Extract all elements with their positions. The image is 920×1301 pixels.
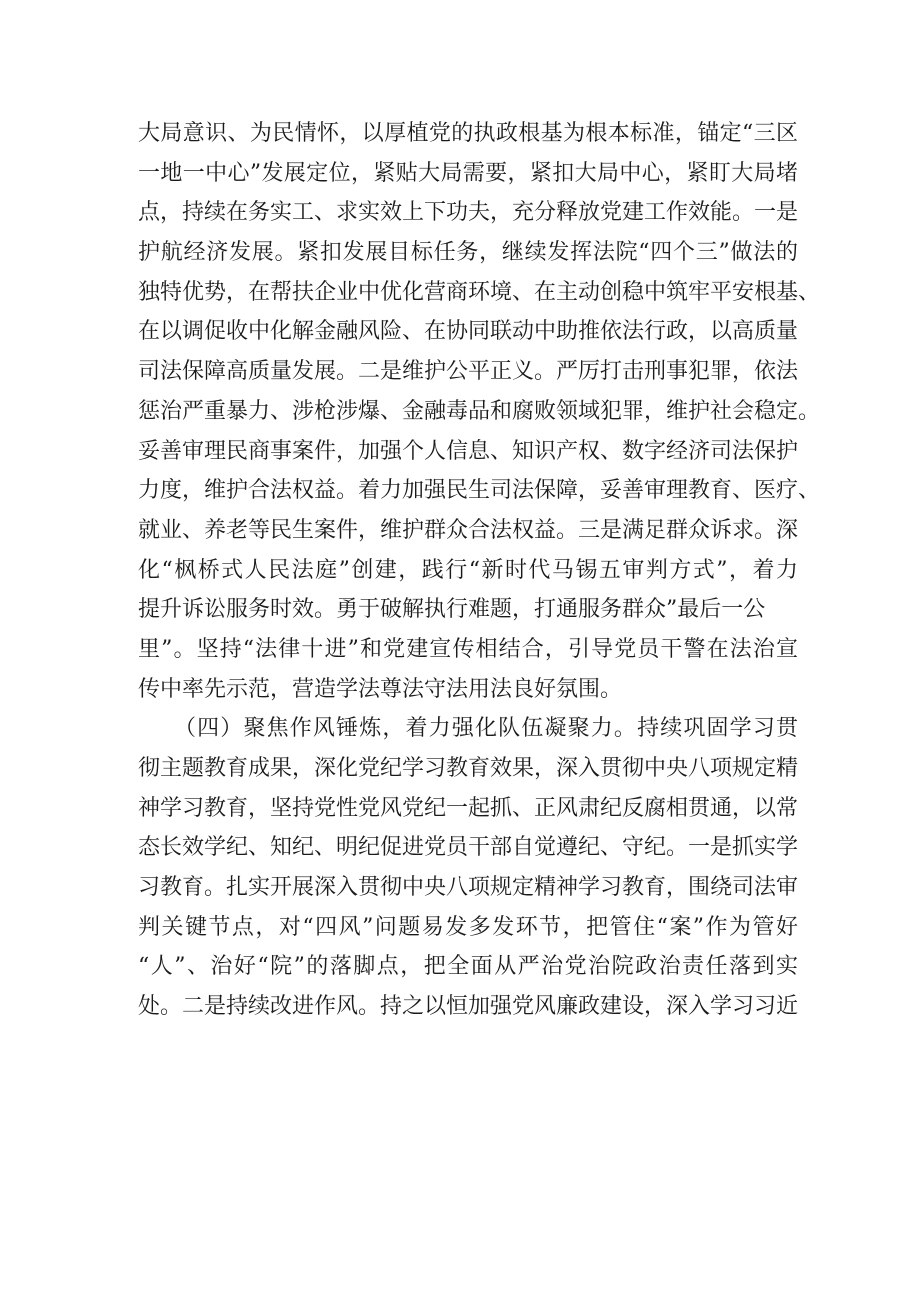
text-line: 大局意识、为民情怀，以厚植党的执政根基为根本标准，锚定“三区 — [138, 121, 798, 146]
section-heading-line: （四）聚焦作风锤炼，着力强化队伍凝聚力。持续巩固学习贯 — [174, 716, 798, 742]
text-line: 点，持续在务实工、求实效上下功夫，充分释放党建工作效能。一是 — [138, 200, 799, 226]
text-line: 独特优势，在帮扶企业中优化营商环境、在主动创稳中筑牢平安根基、 — [138, 279, 821, 305]
text-line: 妥善审理民商事案件，加强个人信息、知识产权、数字经济司法保护 — [138, 438, 799, 464]
text-line: 判关键节点，对“四风”问题易发多发环节，把管住“案”作为管好 — [138, 914, 798, 940]
text-line: “人”、治好“院”的落脚点，把全面从严治党治院政治责任落到实 — [138, 954, 798, 980]
text-line: 在以调促收中化解金融风险、在协同联动中助推依法行政，以高质量 — [138, 319, 799, 345]
text-line: 护航经济发展。紧扣发展目标任务，继续发挥法院“四个三”做法的 — [138, 240, 798, 266]
text-line: 惩治严重暴力、涉枪涉爆、金融毒品和腐败领域犯罪，维护社会稳定。 — [138, 398, 821, 424]
text-line: 彻主题教育成果，深化党纪学习教育效果，深入贯彻中央八项规定精 — [138, 756, 799, 781]
paragraph-end-line: 传中率先示范，营造学法尊法守法用法良好氛围。 — [138, 676, 623, 702]
text-line: 神学习教育，坚持党性党风党纪一起抓、正风肃纪反腐相贯通，以常 — [138, 795, 799, 821]
text-line: 处。二是持续改进作风。持之以恒加强党风廉政建设，深入学习习近 — [138, 994, 799, 1020]
text-line: 化“枫桥式人民法庭”创建，践行“新时代马锡五审判方式”，着力 — [138, 557, 798, 583]
text-line: 就业、养老等民生案件，维护群众合法权益。三是满足群众诉求。深 — [138, 517, 799, 543]
text-line: 力度，维护合法权益。着力加强民生司法保障，妥善审理教育、医疗、 — [138, 478, 821, 504]
text-line: 提升诉讼服务时效。勇于破解执行难题，打通服务群众”最后一公 — [138, 597, 766, 623]
text-line: 司法保障高质量发展。二是维护公平正义。严厉打击刑事犯罪，依法 — [138, 359, 799, 385]
text-line: 习教育。扎实开展深入贯彻中央八项规定精神学习教育，围绕司法审 — [138, 875, 799, 901]
body-text — [138, 114, 821, 1027]
text-line: 一地一中心”发展定位，紧贴大局需要，紧扣大局中心，紧盯大局堵 — [138, 160, 798, 186]
text-line: 态长效学纪、知纪、明纪促进党员干部自觉遵纪、守纪。一是抓实学 — [138, 835, 799, 861]
text-line: 里”。坚持“法律十进”和党建宣传相结合，引导党员干警在法治宣 — [138, 636, 798, 662]
